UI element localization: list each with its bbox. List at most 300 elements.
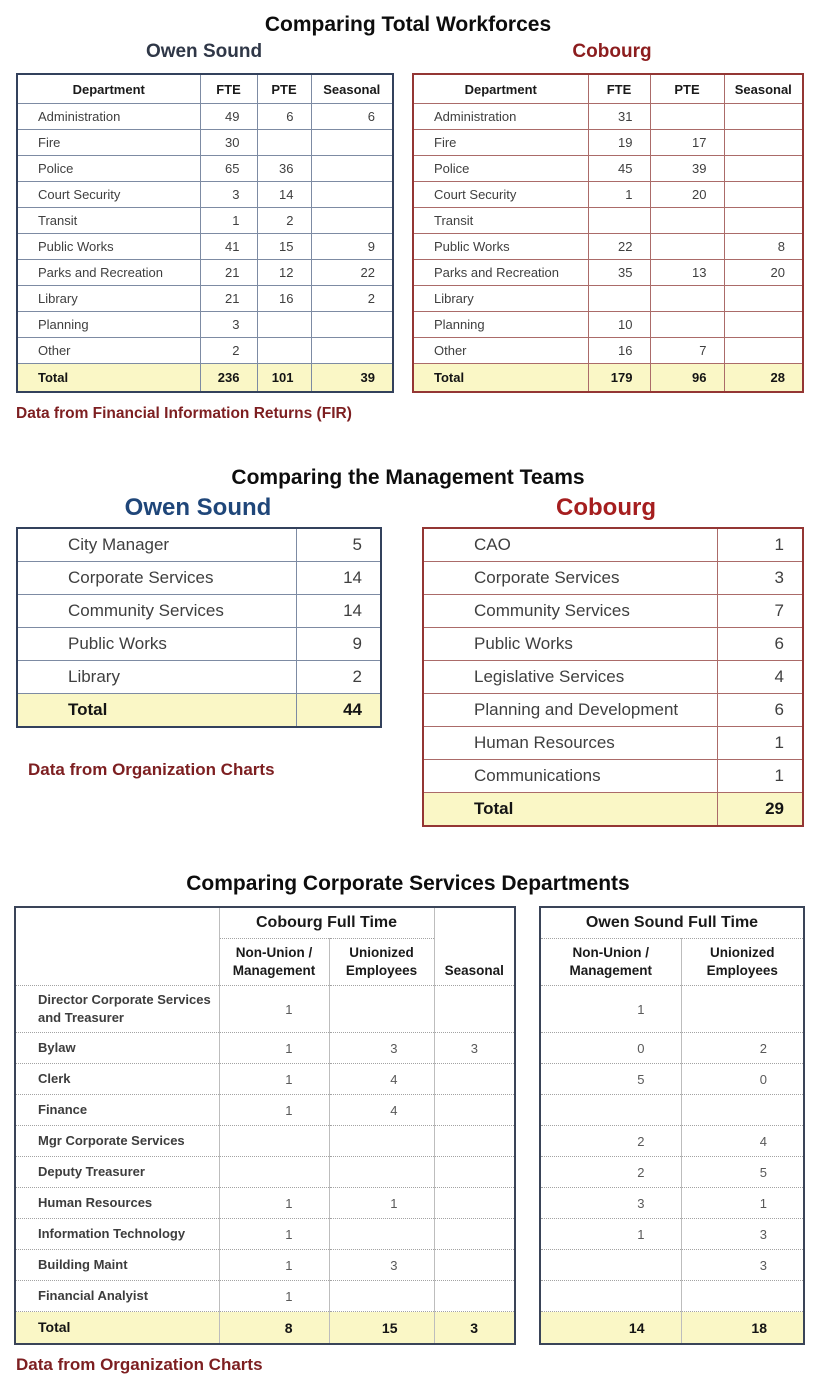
table-cell: 65 bbox=[200, 156, 257, 182]
table-cell: Fire bbox=[413, 130, 588, 156]
table-cell: 1 bbox=[540, 986, 681, 1033]
table-cell: 1 bbox=[219, 1033, 329, 1064]
table-cell: 3 bbox=[681, 1250, 804, 1281]
table-cell: Planning bbox=[17, 312, 200, 338]
table-row bbox=[17, 286, 393, 312]
total-label: Total bbox=[15, 1312, 219, 1345]
table-row bbox=[17, 130, 393, 156]
table-cell: 1 bbox=[219, 1250, 329, 1281]
table-cell bbox=[434, 1250, 515, 1281]
table-cell: Other bbox=[17, 338, 200, 364]
table-cell: 9 bbox=[311, 234, 393, 260]
workforce-tables bbox=[0, 73, 816, 393]
column-header-seasonal: Seasonal bbox=[724, 74, 803, 104]
table-cell: 4 bbox=[717, 661, 803, 694]
cobourg-heading: Cobourg bbox=[556, 494, 656, 521]
column-header-seasonal: Seasonal bbox=[434, 907, 515, 986]
section-management-teams bbox=[0, 465, 816, 827]
total-row bbox=[17, 694, 381, 728]
table-cell bbox=[329, 1219, 434, 1250]
table-cell bbox=[434, 986, 515, 1033]
table-cell bbox=[434, 1095, 515, 1126]
table-row bbox=[423, 760, 803, 793]
table-row bbox=[15, 1033, 515, 1064]
total-row bbox=[17, 364, 393, 393]
owen-sound-workforce-table bbox=[16, 73, 394, 393]
column-header-fte: FTE bbox=[200, 74, 257, 104]
total-row bbox=[423, 793, 803, 827]
total-value: 44 bbox=[296, 694, 381, 728]
owen-sound-column bbox=[16, 527, 382, 780]
table-cell bbox=[311, 208, 393, 234]
table-body bbox=[423, 528, 803, 793]
table-cell: Public Works bbox=[17, 628, 296, 661]
table-cell: Information Technology bbox=[15, 1219, 219, 1250]
city-headings-row bbox=[0, 39, 816, 65]
table-row bbox=[17, 104, 393, 130]
table-cell bbox=[588, 286, 650, 312]
table-cell bbox=[588, 208, 650, 234]
table-cell bbox=[329, 1281, 434, 1312]
table-row bbox=[413, 130, 803, 156]
table-cell: 6 bbox=[257, 104, 311, 130]
table-cell bbox=[257, 338, 311, 364]
table-cell: Transit bbox=[17, 208, 200, 234]
table-cell: Fire bbox=[17, 130, 200, 156]
owen-sound-heading: Owen Sound bbox=[145, 41, 263, 62]
table-footer bbox=[540, 1312, 804, 1345]
table-cell: 19 bbox=[588, 130, 650, 156]
owen-sound-heading: Owen Sound bbox=[124, 494, 272, 521]
table-row bbox=[17, 562, 381, 595]
table-cell: Director Corporate Services and Treasurer bbox=[15, 986, 219, 1033]
table-cell bbox=[724, 286, 803, 312]
header-row bbox=[17, 74, 393, 104]
table-cell: 6 bbox=[717, 694, 803, 727]
table-row bbox=[540, 1157, 804, 1188]
table-cell: 1 bbox=[219, 1095, 329, 1126]
table-cell bbox=[540, 1095, 681, 1126]
table-cell: Parks and Recreation bbox=[413, 260, 588, 286]
total-nonunion: 8 bbox=[219, 1312, 329, 1345]
table-row bbox=[17, 260, 393, 286]
table-footer bbox=[423, 793, 803, 827]
table-cell: 31 bbox=[588, 104, 650, 130]
table-cell: 2 bbox=[540, 1157, 681, 1188]
table-cell: 8 bbox=[724, 234, 803, 260]
table-row bbox=[540, 1064, 804, 1095]
table-cell: 6 bbox=[311, 104, 393, 130]
table-cell: 21 bbox=[200, 286, 257, 312]
management-tables bbox=[0, 527, 816, 827]
table-cell: 3 bbox=[329, 1250, 434, 1281]
table-cell: 45 bbox=[588, 156, 650, 182]
table-cell: Corporate Services bbox=[17, 562, 296, 595]
table-cell: 13 bbox=[650, 260, 724, 286]
table-cell: 6 bbox=[717, 628, 803, 661]
total-unionized: 18 bbox=[681, 1312, 804, 1345]
table-cell bbox=[434, 1188, 515, 1219]
total-pte: 101 bbox=[257, 364, 311, 393]
total-pte: 96 bbox=[650, 364, 724, 393]
table-row bbox=[15, 986, 515, 1033]
table-cell bbox=[329, 986, 434, 1033]
table-row bbox=[413, 286, 803, 312]
table-cell bbox=[681, 1095, 804, 1126]
table-row bbox=[15, 1250, 515, 1281]
table-cell: 2 bbox=[681, 1033, 804, 1064]
table-cell: Public Works bbox=[413, 234, 588, 260]
table-cell: 2 bbox=[257, 208, 311, 234]
table-row bbox=[15, 1219, 515, 1250]
table-cell: 4 bbox=[329, 1064, 434, 1095]
table-cell: Building Maint bbox=[15, 1250, 219, 1281]
table-cell: 3 bbox=[200, 312, 257, 338]
table-cell: Library bbox=[17, 661, 296, 694]
table-cell: 0 bbox=[540, 1033, 681, 1064]
table-row bbox=[15, 1188, 515, 1219]
table-cell: 3 bbox=[681, 1219, 804, 1250]
table-row bbox=[17, 234, 393, 260]
table-row bbox=[15, 1095, 515, 1126]
column-header-row bbox=[540, 939, 804, 986]
table-cell bbox=[329, 1157, 434, 1188]
group-header-row bbox=[15, 907, 515, 939]
table-row bbox=[413, 260, 803, 286]
table-cell bbox=[311, 130, 393, 156]
column-header-department: Department bbox=[17, 74, 200, 104]
table-cell: 5 bbox=[540, 1064, 681, 1095]
total-label: Total bbox=[413, 364, 588, 393]
total-row bbox=[413, 364, 803, 393]
table-row bbox=[17, 628, 381, 661]
table-row bbox=[15, 1064, 515, 1095]
total-fte: 236 bbox=[200, 364, 257, 393]
table-cell: 3 bbox=[329, 1033, 434, 1064]
table-row bbox=[413, 234, 803, 260]
table-body bbox=[17, 104, 393, 364]
table-cell bbox=[681, 986, 804, 1033]
table-cell bbox=[724, 338, 803, 364]
table-cell: 7 bbox=[650, 338, 724, 364]
owen-sound-management-table bbox=[16, 527, 382, 728]
table-cell: 1 bbox=[219, 1188, 329, 1219]
table-row bbox=[423, 595, 803, 628]
table-cell: 3 bbox=[717, 562, 803, 595]
total-row bbox=[15, 1312, 515, 1345]
table-cell: 22 bbox=[311, 260, 393, 286]
table-cell: 39 bbox=[650, 156, 724, 182]
column-header-unionized: Unionized Employees bbox=[329, 939, 434, 986]
total-label: Total bbox=[17, 694, 296, 728]
cobourg-corporate-table bbox=[14, 906, 516, 1345]
table-row bbox=[540, 1188, 804, 1219]
table-cell bbox=[434, 1126, 515, 1157]
table-cell: 4 bbox=[329, 1095, 434, 1126]
table-body bbox=[17, 528, 381, 694]
table-cell bbox=[650, 104, 724, 130]
table-cell: 1 bbox=[717, 760, 803, 793]
header-row bbox=[413, 74, 803, 104]
total-seasonal: 3 bbox=[434, 1312, 515, 1345]
cobourg-heading: Cobourg bbox=[572, 41, 652, 62]
table-cell: 41 bbox=[200, 234, 257, 260]
table-cell bbox=[311, 312, 393, 338]
table-cell bbox=[724, 104, 803, 130]
table-cell: Transit bbox=[413, 208, 588, 234]
table-row bbox=[540, 1126, 804, 1157]
section-corporate-services bbox=[0, 871, 816, 1375]
table-row bbox=[17, 182, 393, 208]
table-cell bbox=[650, 234, 724, 260]
table-cell: 1 bbox=[717, 528, 803, 562]
table-body bbox=[15, 986, 515, 1312]
table-row bbox=[17, 528, 381, 562]
table-cell: 1 bbox=[219, 1219, 329, 1250]
table-cell: Public Works bbox=[17, 234, 200, 260]
table-cell: 49 bbox=[200, 104, 257, 130]
table-cell: 1 bbox=[681, 1188, 804, 1219]
total-value: 29 bbox=[717, 793, 803, 827]
table-cell bbox=[257, 130, 311, 156]
table-row bbox=[413, 312, 803, 338]
table-cell: Bylaw bbox=[15, 1033, 219, 1064]
table-row bbox=[540, 1250, 804, 1281]
table-body bbox=[413, 104, 803, 364]
table-cell bbox=[650, 286, 724, 312]
table-cell: Planning bbox=[413, 312, 588, 338]
table-cell: 1 bbox=[540, 1219, 681, 1250]
table-cell: 9 bbox=[296, 628, 381, 661]
table-cell bbox=[311, 338, 393, 364]
table-cell: 22 bbox=[588, 234, 650, 260]
table-cell bbox=[434, 1157, 515, 1188]
table-row bbox=[540, 1219, 804, 1250]
data-source-caption: Data from Organization Charts bbox=[28, 760, 275, 779]
total-nonunion: 14 bbox=[540, 1312, 681, 1345]
cobourg-management-table bbox=[422, 527, 804, 827]
table-cell: 20 bbox=[650, 182, 724, 208]
table-cell: Deputy Treasurer bbox=[15, 1157, 219, 1188]
table-cell: Other bbox=[413, 338, 588, 364]
table-cell: 2 bbox=[296, 661, 381, 694]
table-row bbox=[423, 727, 803, 760]
table-cell: Police bbox=[17, 156, 200, 182]
table-cell: 10 bbox=[588, 312, 650, 338]
table-cell: 15 bbox=[257, 234, 311, 260]
table-cell bbox=[724, 208, 803, 234]
group-header-row bbox=[540, 907, 804, 939]
table-row bbox=[413, 156, 803, 182]
table-body bbox=[540, 986, 804, 1312]
total-row bbox=[540, 1312, 804, 1345]
table-footer bbox=[17, 364, 393, 393]
table-cell: Finance bbox=[15, 1095, 219, 1126]
table-row bbox=[540, 1033, 804, 1064]
table-cell bbox=[219, 1126, 329, 1157]
column-header-department: Department bbox=[413, 74, 588, 104]
table-cell: 3 bbox=[434, 1033, 515, 1064]
table-row bbox=[17, 338, 393, 364]
table-cell: Community Services bbox=[17, 595, 296, 628]
table-row bbox=[413, 182, 803, 208]
table-footer bbox=[413, 364, 803, 393]
table-cell: Communications bbox=[423, 760, 717, 793]
table-row bbox=[540, 986, 804, 1033]
table-cell: Administration bbox=[413, 104, 588, 130]
table-cell: 1 bbox=[219, 1281, 329, 1312]
table-row bbox=[15, 1126, 515, 1157]
table-cell: Community Services bbox=[423, 595, 717, 628]
total-label: Total bbox=[423, 793, 717, 827]
table-row bbox=[423, 694, 803, 727]
owen-sound-corporate-table bbox=[539, 906, 805, 1345]
table-cell bbox=[650, 208, 724, 234]
total-unionized: 15 bbox=[329, 1312, 434, 1345]
table-cell: 1 bbox=[588, 182, 650, 208]
column-header-pte: PTE bbox=[257, 74, 311, 104]
total-seasonal: 39 bbox=[311, 364, 393, 393]
table-cell: 14 bbox=[296, 595, 381, 628]
table-cell: Human Resources bbox=[15, 1188, 219, 1219]
column-header-unionized: Unionized Employees bbox=[681, 939, 804, 986]
table-cell: 21 bbox=[200, 260, 257, 286]
table-cell bbox=[434, 1219, 515, 1250]
table-cell: Administration bbox=[17, 104, 200, 130]
table-cell: 14 bbox=[296, 562, 381, 595]
table-cell: 14 bbox=[257, 182, 311, 208]
column-header-fte: FTE bbox=[588, 74, 650, 104]
table-cell: Legislative Services bbox=[423, 661, 717, 694]
table-cell: Financial Analyist bbox=[15, 1281, 219, 1312]
table-cell: 2 bbox=[540, 1126, 681, 1157]
table-cell bbox=[724, 130, 803, 156]
table-cell: 1 bbox=[219, 986, 329, 1033]
table-cell: 35 bbox=[588, 260, 650, 286]
table-cell: CAO bbox=[423, 528, 717, 562]
section-title: Comparing Total Workforces bbox=[264, 13, 552, 36]
group-header: Owen Sound Full Time bbox=[540, 907, 804, 939]
table-row bbox=[423, 628, 803, 661]
table-cell: 5 bbox=[296, 528, 381, 562]
table-cell bbox=[311, 182, 393, 208]
table-cell: 7 bbox=[717, 595, 803, 628]
table-row bbox=[540, 1095, 804, 1126]
table-cell bbox=[724, 182, 803, 208]
table-cell: Mgr Corporate Services bbox=[15, 1126, 219, 1157]
table-cell: 4 bbox=[681, 1126, 804, 1157]
table-row bbox=[413, 104, 803, 130]
table-cell bbox=[329, 1126, 434, 1157]
table-cell bbox=[681, 1281, 804, 1312]
table-row bbox=[15, 1157, 515, 1188]
column-header-pte: PTE bbox=[650, 74, 724, 104]
total-fte: 179 bbox=[588, 364, 650, 393]
table-cell bbox=[724, 156, 803, 182]
table-cell: Corporate Services bbox=[423, 562, 717, 595]
table-cell: Library bbox=[17, 286, 200, 312]
data-source-caption: Data from Financial Information Returns (FIR) bbox=[16, 405, 352, 422]
table-cell: Public Works bbox=[423, 628, 717, 661]
table-row bbox=[413, 338, 803, 364]
corporate-tables bbox=[0, 906, 816, 1345]
table-cell: 36 bbox=[257, 156, 311, 182]
table-row bbox=[423, 562, 803, 595]
column-header-seasonal: Seasonal bbox=[311, 74, 393, 104]
table-cell: 16 bbox=[588, 338, 650, 364]
total-seasonal: 28 bbox=[724, 364, 803, 393]
table-cell bbox=[219, 1157, 329, 1188]
table-cell: 2 bbox=[311, 286, 393, 312]
table-cell: City Manager bbox=[17, 528, 296, 562]
table-row bbox=[17, 156, 393, 182]
table-row bbox=[413, 208, 803, 234]
table-row bbox=[17, 312, 393, 338]
table-cell: Library bbox=[413, 286, 588, 312]
table-cell bbox=[434, 1281, 515, 1312]
table-cell: Police bbox=[413, 156, 588, 182]
table-cell bbox=[540, 1250, 681, 1281]
table-row bbox=[423, 661, 803, 694]
table-cell: 0 bbox=[681, 1064, 804, 1095]
table-cell: 1 bbox=[219, 1064, 329, 1095]
table-footer bbox=[15, 1312, 515, 1345]
table-cell: Court Security bbox=[17, 182, 200, 208]
cobourg-workforce-table bbox=[412, 73, 804, 393]
table-cell: 1 bbox=[200, 208, 257, 234]
table-cell bbox=[650, 312, 724, 338]
table-cell bbox=[257, 312, 311, 338]
column-header-nonunion: Non-Union / Management bbox=[219, 939, 329, 986]
table-cell: 1 bbox=[329, 1188, 434, 1219]
table-row bbox=[17, 661, 381, 694]
table-footer bbox=[17, 694, 381, 728]
table-cell: 16 bbox=[257, 286, 311, 312]
table-cell: 12 bbox=[257, 260, 311, 286]
data-source-caption: Data from Organization Charts bbox=[16, 1355, 263, 1374]
table-cell: 17 bbox=[650, 130, 724, 156]
city-headings-row bbox=[0, 493, 816, 523]
table-cell: 2 bbox=[200, 338, 257, 364]
table-row bbox=[17, 595, 381, 628]
table-cell: 20 bbox=[724, 260, 803, 286]
section-title: Comparing Corporate Services Departments bbox=[186, 872, 630, 895]
table-row bbox=[423, 528, 803, 562]
table-cell bbox=[724, 312, 803, 338]
empty-header-cell bbox=[15, 907, 219, 986]
group-header: Cobourg Full Time bbox=[219, 907, 434, 939]
section-title: Comparing the Management Teams bbox=[231, 466, 585, 489]
table-cell: Parks and Recreation bbox=[17, 260, 200, 286]
table-cell: 1 bbox=[717, 727, 803, 760]
table-cell bbox=[540, 1281, 681, 1312]
column-header-nonunion: Non-Union / Management bbox=[540, 939, 681, 986]
table-cell: Clerk bbox=[15, 1064, 219, 1095]
table-cell bbox=[311, 156, 393, 182]
table-cell: 3 bbox=[540, 1188, 681, 1219]
table-cell: 3 bbox=[200, 182, 257, 208]
table-cell: 5 bbox=[681, 1157, 804, 1188]
table-cell: 30 bbox=[200, 130, 257, 156]
table-cell: Human Resources bbox=[423, 727, 717, 760]
table-cell: Court Security bbox=[413, 182, 588, 208]
table-cell: Planning and Development bbox=[423, 694, 717, 727]
total-label: Total bbox=[17, 364, 200, 393]
section-total-workforces bbox=[0, 0, 816, 423]
table-row bbox=[540, 1281, 804, 1312]
table-cell bbox=[434, 1064, 515, 1095]
table-row bbox=[15, 1281, 515, 1312]
